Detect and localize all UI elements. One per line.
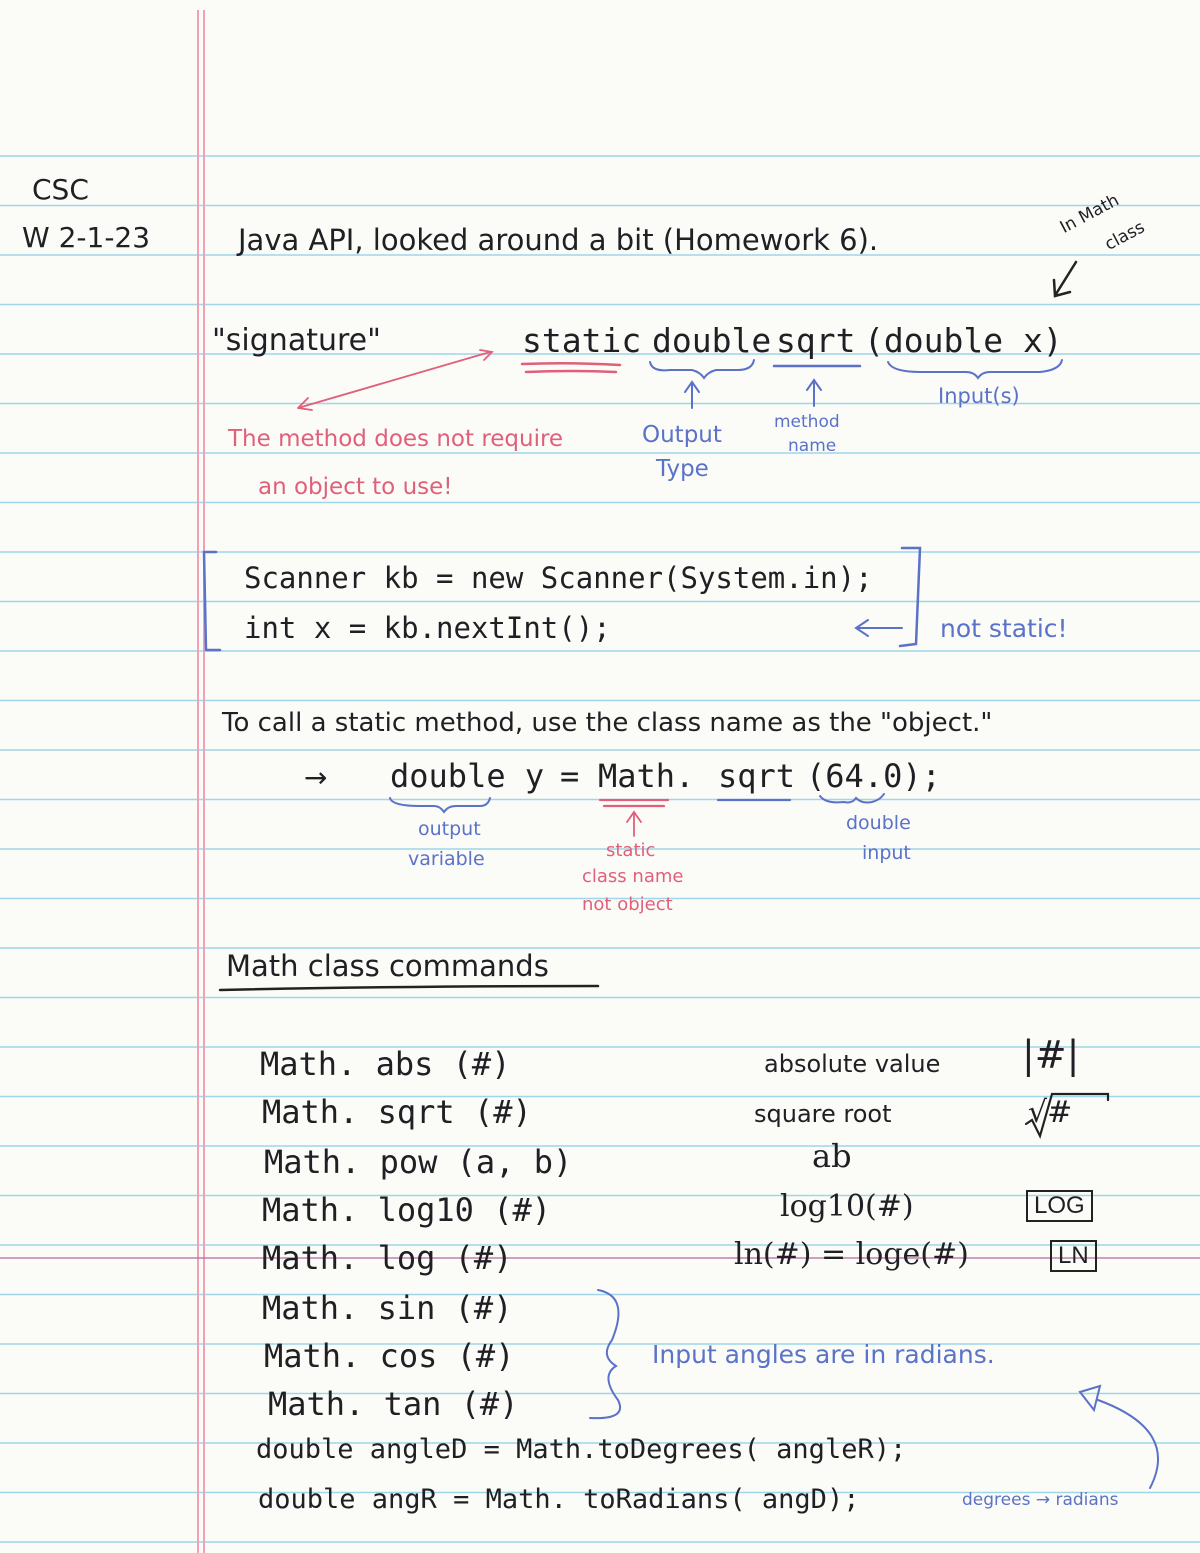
call-method: sqrt	[718, 757, 796, 795]
scanner-line-1: Scanner kb = new Scanner(System.in);	[244, 561, 873, 595]
intro-line: Java API, looked around a bit (Homework 6).	[238, 223, 879, 257]
desc-log: ln(#) = loge(#)	[734, 1237, 969, 1272]
annot-output-1: output	[418, 818, 481, 840]
call-eq: =	[560, 757, 580, 795]
cmd-tan: Math. tan (#)	[268, 1385, 519, 1423]
static-note-2: an object to use!	[258, 474, 453, 500]
desc-sqrt: square root	[754, 1100, 892, 1128]
annot-input-1: double	[846, 812, 911, 834]
sig-static: static	[522, 321, 642, 360]
conversion-to-degrees: double angleD = Math.toDegrees( angleR);	[256, 1434, 907, 1465]
static-call-intro: To call a static method, use the class name as the "object."	[222, 708, 993, 738]
static-note-1: The method does not require	[228, 426, 564, 452]
symbol-sqrt: √#	[1028, 1095, 1073, 1130]
symbol-abs: |#|	[1022, 1033, 1080, 1077]
call-arg: (64.0);	[806, 757, 941, 795]
cmd-pow: Math. pow (a, b)	[264, 1143, 573, 1181]
annot-class-3: not object	[582, 894, 673, 915]
conversion-to-radians: double angR = Math. toRadians( angD);	[258, 1484, 860, 1515]
lecture-date: W 2-1-23	[22, 221, 151, 254]
sig-params: (double x)	[864, 321, 1063, 360]
trig-note: Input angles are in radians.	[652, 1340, 995, 1369]
side-note-line2: class	[1101, 217, 1149, 255]
call-class: Math.	[598, 757, 695, 795]
desc-pow	[812, 1137, 852, 1175]
symbol-log-key: LOG	[1026, 1190, 1093, 1222]
symbol-ln-key: LN	[1050, 1240, 1097, 1272]
annot-class-2: class name	[582, 866, 684, 887]
desc-abs: absolute value	[764, 1050, 941, 1078]
call-arrow: →	[304, 761, 328, 794]
sig-double: double	[652, 321, 772, 360]
desc-pow-text: ab	[812, 1137, 852, 1175]
call-lhs: double y	[390, 757, 545, 795]
conversion-note: degrees → radians	[962, 1490, 1119, 1510]
cmd-sin: Math. sin (#)	[262, 1289, 513, 1327]
desc-log10: log10(#)	[780, 1189, 914, 1224]
scanner-line-2: int x = kb.nextInt();	[244, 611, 611, 645]
annot-output-type-1: Output	[642, 422, 722, 448]
cmd-sqrt: Math. sqrt (#)	[262, 1093, 532, 1131]
annot-class-1: static	[606, 840, 656, 861]
sig-method-name: sqrt	[776, 321, 856, 360]
side-note-line1: In Math	[1056, 190, 1123, 238]
annot-method-name-1: method	[774, 412, 840, 432]
annot-output-type-2: Type	[656, 456, 709, 482]
annot-output-2: variable	[408, 848, 485, 870]
not-static-note: not static!	[940, 614, 1068, 643]
commands-heading: Math class commands	[226, 949, 549, 983]
signature-label: "signature"	[212, 323, 381, 358]
cmd-log: Math. log (#)	[262, 1239, 513, 1277]
annot-input-2: input	[862, 842, 911, 864]
annot-inputs: Input(s)	[938, 384, 1020, 408]
cmd-cos: Math. cos (#)	[264, 1337, 515, 1375]
course-name: CSC	[32, 173, 89, 206]
cmd-abs: Math. abs (#)	[260, 1045, 511, 1083]
cmd-log10: Math. log10 (#)	[262, 1191, 551, 1229]
annot-method-name-2: name	[788, 436, 837, 456]
